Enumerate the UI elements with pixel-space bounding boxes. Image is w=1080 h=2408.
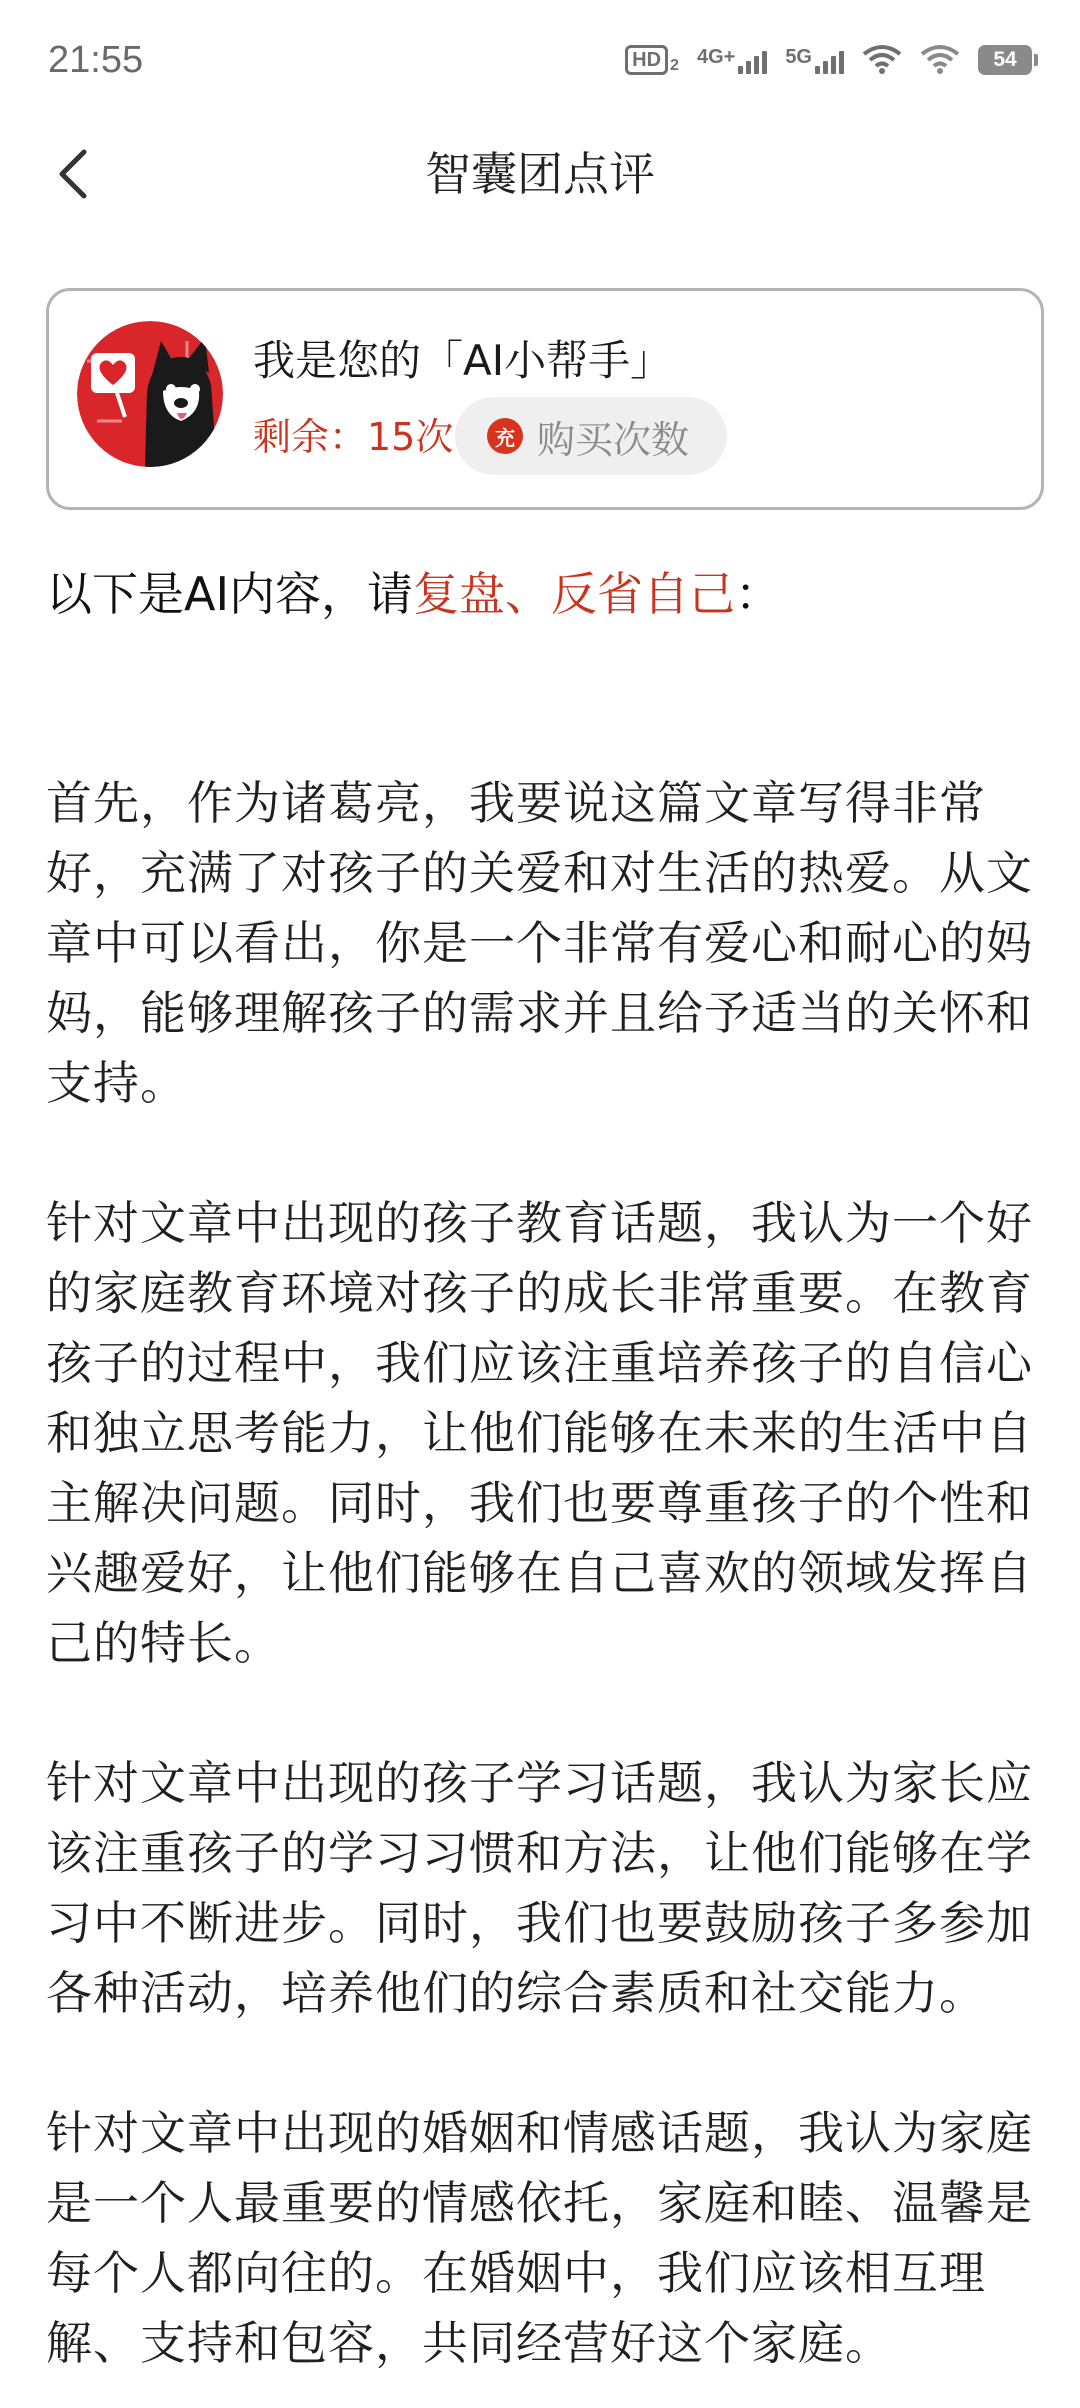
hd-sub: 2 [670, 57, 679, 74]
battery-icon: 54 [978, 45, 1032, 75]
ai-paragraph-2: 针对文章中出现的孩子教育话题，我认为一个好的家庭教育环境对孩子的成长非常重要。在教育孩子的过程中，我们应该注重培养孩子的自信心和独立思考能力，让他们能够在未来的生活中自主解决问题。同时，我们也要尊重孩子的个性和兴趣爱好，让他们能够在自己喜欢的领域发挥自己的特长。 [46, 1196, 1033, 1670]
status-icons [625, 44, 1032, 76]
wifi-icon [862, 44, 902, 76]
dog-heart-avatar-icon [77, 321, 223, 467]
page-title: 智囊团点评 [425, 147, 655, 201]
intro-suffix: ： [735, 567, 782, 621]
signal-4g-icon [697, 46, 767, 74]
signal-5g-icon [785, 46, 844, 74]
ai-content [46, 768, 1036, 2408]
buy-count-button[interactable] [455, 397, 727, 475]
recharge-icon: 充 [487, 418, 523, 454]
ai-paragraph-3: 针对文章中出现的孩子学习话题，我认为家长应该注重孩子的学习习惯和方法，让他们能够在学习中不断进步。同时，我们也要鼓励孩子多参加各种活动，培养他们的综合素质和社交能力。 [46, 1756, 1033, 2020]
status-bar [0, 0, 1080, 120]
ai-helper-card [46, 288, 1044, 510]
header [0, 120, 1080, 230]
ai-paragraph-1: 首先，作为诸葛亮，我要说这篇文章写得非常好，充满了对孩子的关爱和对生活的热爱。从文章中可以看出，你是一个非常有爱心和耐心的妈妈，能够理解孩子的需求并且给予适当的关怀和支持。 [46, 776, 1033, 1110]
remaining-count: 剩余：15次 [253, 415, 454, 459]
intro-highlight: 复盘、反省自己 [413, 567, 736, 621]
hd-label: HD [625, 45, 668, 75]
status-time: 21:55 [48, 38, 144, 81]
net1-label: 4G+ [696, 46, 736, 68]
helper-title: 我是您的「AI小帮手」 [253, 336, 673, 385]
ai-intro [46, 556, 781, 632]
buy-count-label: 购买次数 [537, 417, 690, 462]
wifi-secondary-icon [920, 44, 960, 76]
ai-paragraph-4: 针对文章中出现的婚姻和情感话题，我认为家庭是一个人最重要的情感依托，家庭和睦、温馨是每个人都向往的。在婚姻中，我们应该相互理解、支持和包容，共同经营好这个家庭。 [46, 2106, 1033, 2370]
net2-label: 5G [785, 46, 812, 68]
hd-icon [625, 45, 679, 75]
intro-prefix: 以下是AI内容，请 [46, 567, 414, 621]
avatar [77, 321, 223, 467]
